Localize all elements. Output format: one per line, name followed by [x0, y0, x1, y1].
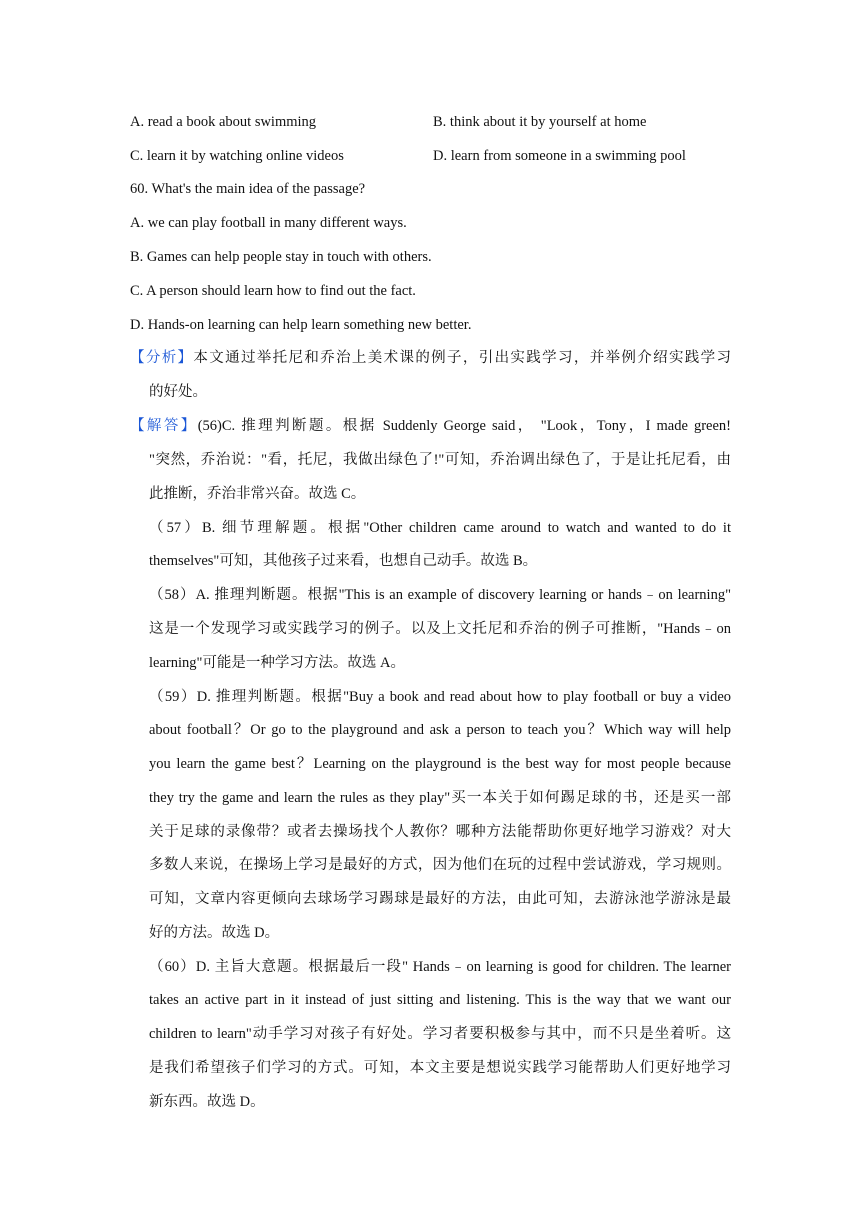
answer-q59-line-4: they try the game and learn the rules as they play"买一本关于如何踢足球的书，还是买一部	[149, 790, 731, 806]
answer-q60-line-2: takes an active part in it instead of just sitting and listening. This is the way that we want our	[149, 992, 731, 1008]
answer-q56-line-1	[130, 416, 731, 436]
answer-q59-line-6: 多数人来说，在操场上学习是最好的方式，因为他们在玩的过程中尝试游戏，学习规则。	[149, 857, 731, 873]
q59-option-d: D. learn from someone in a swimming pool	[433, 148, 686, 164]
answer-q60-line-4: 是我们希望孩子们学习的方式。可知，本文主要是想说实践学习能帮助人们更好地学习	[149, 1060, 731, 1076]
answer-q58-line-2: 这是一个发现学习或实践学习的例子。以及上文托尼和乔治的例子可推断，"Hands﹣on	[149, 621, 731, 637]
answer-q59-line-2: about football？Or go to the playground and ask a person to teach you？Which way will help	[149, 722, 731, 738]
answer-q59-line-8: 好的方法。故选 D。	[149, 925, 280, 941]
analysis-tag: 【分析】	[130, 350, 194, 366]
answer-q56-line-2: "突然，乔治说："看，托尼，我做出绿色了!"可知，乔治调出绿色了，于是让托尼看，由	[149, 452, 731, 468]
answer-q60-line-5: 新东西。故选 D。	[149, 1094, 265, 1110]
q60-option-b: B. Games can help people stay in touch with others.	[130, 249, 432, 265]
answer-q57-line-2: themselves"可知，其他孩子过来看，也想自己动手。故选 B。	[149, 553, 538, 569]
q60-option-a: A. we can play football in many different ways.	[130, 215, 407, 231]
analysis-line-1	[130, 348, 731, 368]
q59-option-c: C. learn it by watching online videos	[130, 148, 344, 164]
answer-q59-line-3: you learn the game best？Learning on the playground is the best way for most people because	[149, 756, 731, 772]
q60-option-c: C. A person should learn how to find out the fact.	[130, 283, 416, 299]
analysis-text-1: 本文通过举托尼和乔治上美术课的例子，引出实践学习，并举例介绍实践学习	[193, 350, 731, 366]
answer-q56-line-3: 此推断，乔治非常兴奋。故选 C。	[149, 486, 366, 502]
answer-q59-line-1: （59）D. 推理判断题。根据"Buy a book and read about how to play football or buy a video	[149, 689, 731, 705]
analysis-line-2: 的好处。	[149, 384, 207, 400]
q59-option-b: B. think about it by yourself at home	[433, 114, 647, 130]
answer-q58-line-3: learning"可能是一种学习方法。故选 A。	[149, 655, 406, 671]
answer-q60-line-1: （60）D. 主旨大意题。根据最后一段" Hands﹣on learning is good for children. The learner	[149, 959, 731, 975]
answer-q59-line-5: 关于足球的录像带？或者去操场找个人教你？哪种方法能帮助你更好地学习游戏？对大	[149, 824, 731, 840]
q59-option-a: A. read a book about swimming	[130, 114, 317, 130]
q60-option-d: D. Hands-on learning can help learn something new better.	[130, 317, 472, 333]
answer-q58-line-1: （58）A. 推理判断题。根据"This is an example of discovery learning or hands﹣on learning"	[149, 587, 731, 603]
q60-question: 60. What's the main idea of the passage?	[130, 181, 366, 197]
answer-q60-line-3: children to learn"动手学习对孩子有好处。学习者要积极参与其中，而不只是坐着听。这	[149, 1026, 731, 1042]
answer-q56-text-1: (56)C. 推理判断题。根据 Suddenly George said， "Look，Tony，I made green!	[197, 418, 731, 434]
answer-q57-line-1: （57）B. 细节理解题。根据"Other children came around to watch and wanted to do it	[149, 520, 731, 536]
answer-tag: 【解答】	[130, 418, 198, 434]
answer-q59-line-7: 可知，文章内容更倾向去球场学习踢球是最好的方法，由此可知，去游泳池学游泳是最	[149, 891, 731, 907]
